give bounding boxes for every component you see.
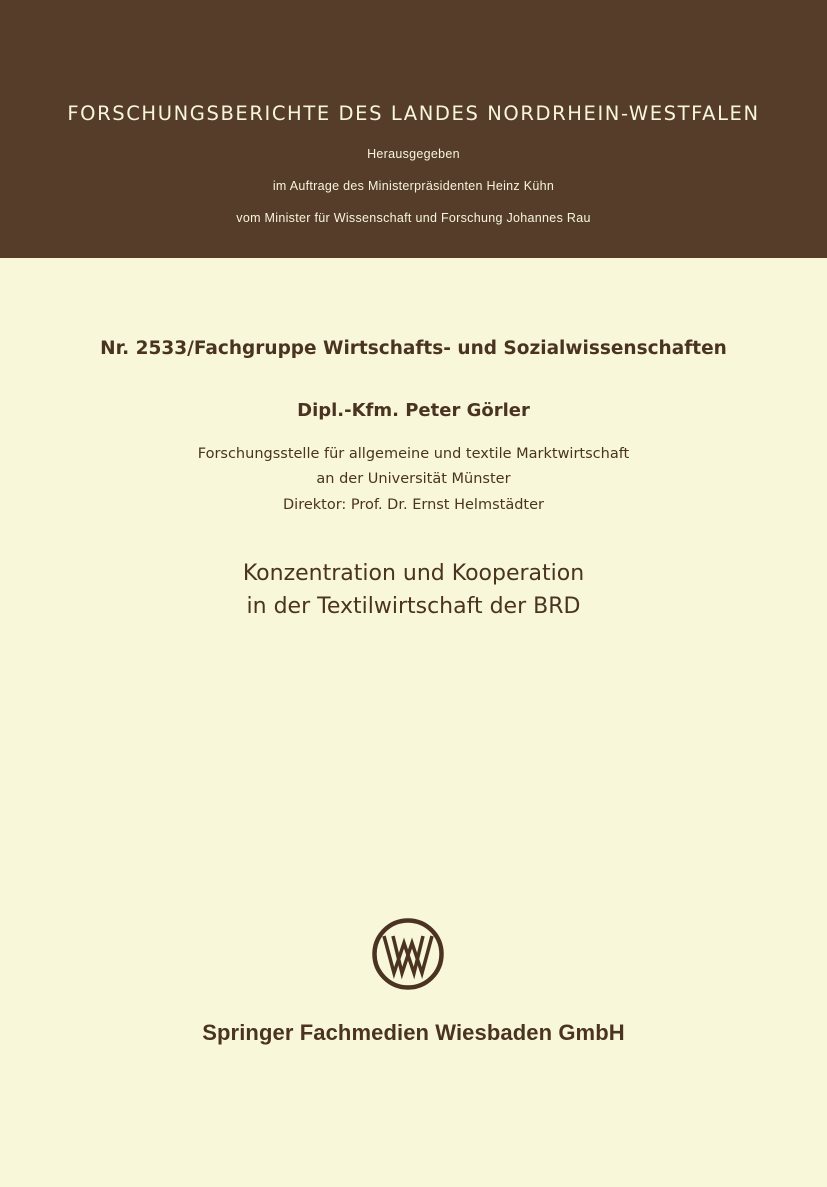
institution-line-2: an der Universität Münster [316,471,511,487]
institution-line-1: Forschungsstelle für allgemeine und textile Marktwirtschaft [197,446,630,462]
institution-line-3: Direktor: Prof. Dr. Ernst Helmstädter [283,497,544,513]
on-behalf-of: im Auftrage des Ministerpräsidenten Heinz Kühn [272,179,555,193]
book-title-line-2: in der Textilwirtschaft der BRD [246,594,581,619]
series-number: Nr. 2533/Fachgruppe Wirtschafts- und Sozialwissenschaften [100,338,727,359]
book-title-line-1: Konzentration und Kooperation [242,561,585,586]
by-minister: vom Minister für Wissenschaft und Forschung Johannes Rau [236,211,591,225]
ww-circle-logo-icon [371,917,445,991]
publisher-name: Springer Fachmedien Wiesbaden GmbH [202,1020,625,1045]
author-name: Dipl.-Kfm. Peter Görler [297,400,530,421]
header-band [0,0,827,258]
series-title: FORSCHUNGSBERICHTE DES LANDES NORDRHEIN-WESTFALEN [67,102,760,125]
published-by: Herausgegeben [367,147,460,161]
cover-body [0,258,827,1187]
